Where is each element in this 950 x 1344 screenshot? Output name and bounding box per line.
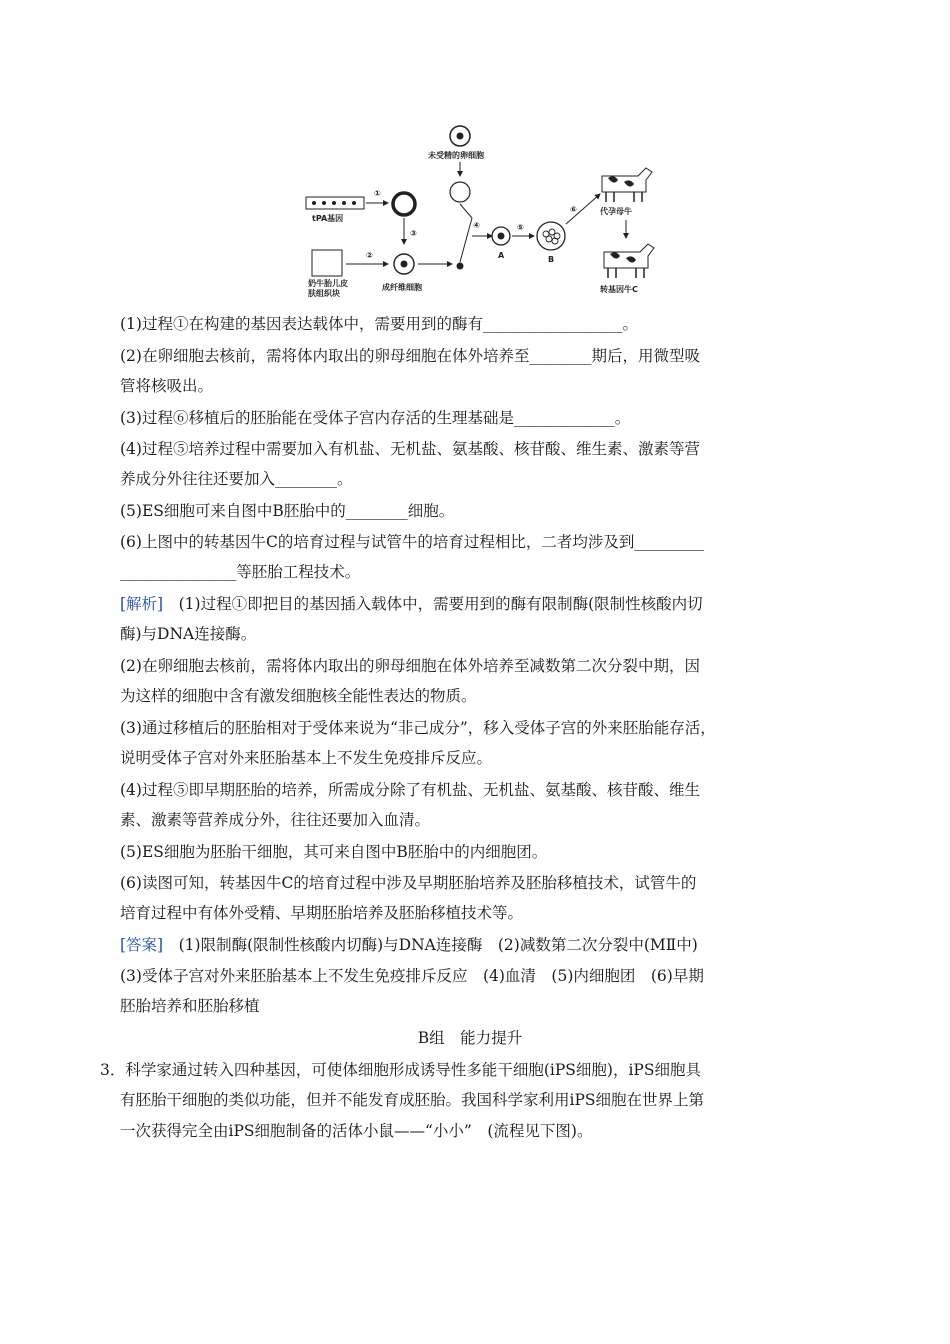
step-1-label: ① [374,189,381,198]
fibroblast-cell-icon [394,254,414,274]
problem-3-line-2: 有胚胎干细胞的类似功能，但并不能发育成胚胎。我国科学家利用iPS细胞在世界上第 [120,1091,705,1109]
transgenic-label: 转基因牛C [600,285,638,294]
tissue-block-icon [312,250,342,276]
answer-line-2: (3)受体子宫对外来胚胎基本上不发生免疫排斥反应 (4)血清 (5)内细胞团 (6)早期 [120,967,704,985]
problem-3-line-3: 一次获得完全由iPS细胞制备的活体小鼠——“小小” (流程见下图)。 [120,1122,593,1140]
plasmid-icon [393,193,415,215]
embryo-b-label: B [548,255,555,264]
analysis-line-1 [120,594,703,614]
line-oocyte-merge [460,204,472,218]
step-3-label: ③ [410,229,417,238]
question-1: (1)过程①在构建的基因表达载体中，需要用到的酶有__________________。 [120,315,638,333]
problem-3-line-1: 3．科学家通过转入四种基因，可使体细胞形成诱导性多能干细胞(iPS细胞)，iPS细胞具 [100,1061,701,1079]
transgenic-cow-icon [604,244,654,278]
question-4-line-1: (4)过程⑤培养过程中需要加入有机盐、无机盐、氨基酸、核苷酸、维生素、激素等营 [120,440,700,458]
question-6-line-1: (6)上图中的转基因牛C的培育过程与试管牛的培育过程相比，二者均涉及到_________ [120,533,705,551]
question-2-line-2: 管将核吸出。 [120,377,214,395]
step-2-label: ② [366,251,373,260]
analysis-6-line-2: 培育过程中有体外受精、早期胚胎培养及胚胎移植技术等。 [120,904,524,922]
question-2-line-1: (2)在卵细胞去核前，需将体内取出的卵母细胞在体外培养至________期后，用微型吸 [120,347,700,365]
analysis-4-line-2: 素、激素等营养成分外，往往还要加入血清。 [120,811,431,829]
analysis-4-line-1: (4)过程⑤即早期胚胎的培养，所需成分除了有机盐、无机盐、氨基酸、核苷酸、维生 [120,781,700,799]
surrogate-label: 代孕母牛 [600,207,632,216]
analysis-3-line-2: 说明受体子宫对外来胚胎基本上不发生免疫排斥反应。 [120,749,493,767]
reconstructed-cell-a-icon [492,227,510,245]
analysis-2-line-1: (2)在卵细胞去核前，需将体内取出的卵母细胞在体外培养至减数第二次分裂中期，因 [120,657,700,675]
gene-label: tPA基因 [312,214,344,223]
line-nucleus-merge [460,218,472,262]
analysis-1-line-2: 酶)与DNA连接酶。 [120,625,257,643]
answer-1-text: (1)限制酶(限制性核酸内切酶)与DNA连接酶 (2)减数第二次分裂中(MⅡ中) [178,936,698,954]
analysis-tag: [解析] [120,595,164,613]
step-4-label: ④ [473,221,480,230]
question-4-line-2: 养成分外往往还要加入________。 [120,470,353,488]
question-6-line-2: _______________等胚胎工程技术。 [120,563,361,581]
egg-cell-icon [450,126,470,146]
egg-label: 未受精的卵细胞 [428,151,484,160]
answer-tag: [答案] [120,936,164,954]
cell-a-label: A [498,251,505,260]
analysis-6-line-1: (6)读图可知，转基因牛C的培育过程中涉及早期胚胎培养及胚胎移植技术，试管牛的 [120,874,697,892]
donor-nucleus-icon [457,263,464,270]
answer-line-1 [120,935,698,955]
step-6-label: ⑥ [570,205,577,214]
tissue-label-2: 肤组织块 [308,289,340,298]
tpa-gene-icon [306,197,364,209]
section-title: B组 能力提升 [417,1029,523,1047]
tissue-label-1: 奶牛胎儿皮 [308,279,348,288]
embryo-b-icon [537,222,565,250]
surrogate-cow-icon [602,168,652,202]
step-5-label: ⑤ [517,223,524,232]
enucleated-oocyte-icon [450,182,470,202]
question-5: (5)ES细胞可来自图中B胚胎中的________细胞。 [120,502,455,520]
analysis-1-text: (1)过程①即把目的基因插入载体中，需要用到的酶有限制酶(限制性核酸内切 [178,595,703,613]
analysis-5: (5)ES细胞为胚胎干细胞，其可来自图中B胚胎中的内细胞团。 [120,843,548,861]
fibroblast-label: 成纤维细胞 [382,283,422,292]
question-3: (3)过程⑥移植后的胚胎能在受体子宫内存活的生理基础是_____________。 [120,409,631,427]
cloning-flow-diagram [300,118,670,308]
analysis-2-line-2: 为这样的细胞中含有激发细胞核全能性表达的物质。 [120,687,477,705]
analysis-3-line-1: (3)通过移植后的胚胎相对于受体来说为“非己成分”，移入受体子宫的外来胚胎能存活， [120,719,716,737]
answer-line-3: 胚胎培养和胚胎移植 [120,997,260,1015]
